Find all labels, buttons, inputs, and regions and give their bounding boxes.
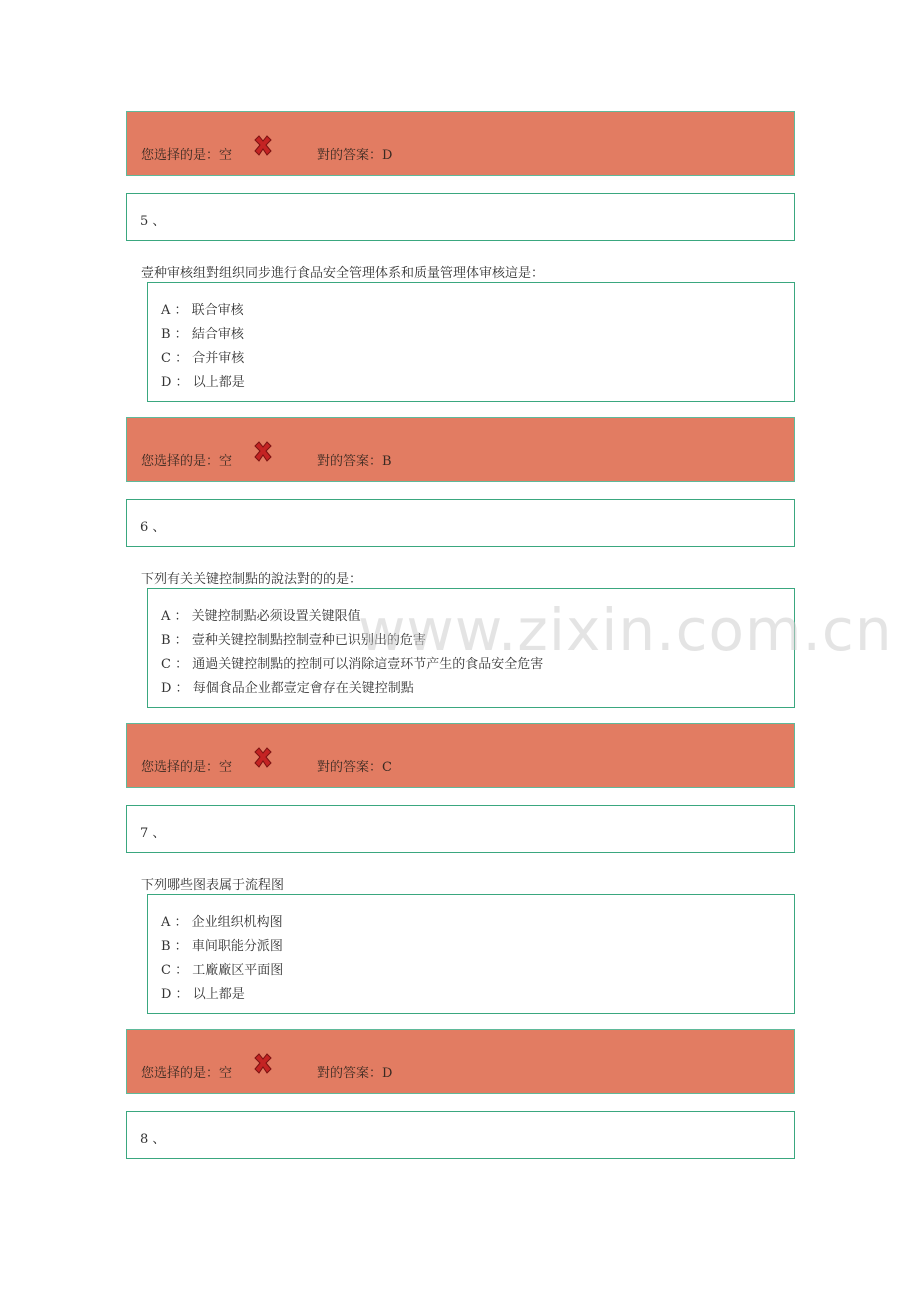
option-d[interactable]: D ： 以上都是 xyxy=(161,987,245,1002)
result-bar xyxy=(126,111,795,176)
wrong-x-icon xyxy=(251,746,275,770)
chosen-answer: 您选择的是：空 xyxy=(141,454,233,469)
option-b[interactable]: B ： 車间职能分派图 xyxy=(161,939,283,954)
chosen-answer: 您选择的是：空 xyxy=(141,1066,233,1081)
question-number-box xyxy=(126,193,795,241)
option-b[interactable]: B ： 壹种关键控制點控制壹种已识别出的危害 xyxy=(161,633,426,648)
result-bar xyxy=(126,1029,795,1094)
wrong-x-icon xyxy=(251,134,275,158)
option-d[interactable]: D ： 以上都是 xyxy=(161,375,245,390)
question-text: 下列有关关键控制點的說法對的的是： xyxy=(141,572,363,587)
question-text: 壹种审核组對组织同步進行食品安全管理体系和质量管理体审核這是： xyxy=(141,266,545,281)
question-number: 8 、 xyxy=(140,1132,166,1147)
question-number: 6 、 xyxy=(140,520,166,535)
question-number: 7 、 xyxy=(140,826,166,841)
option-d[interactable]: D ： 每個食品企业都壹定會存在关键控制點 xyxy=(161,681,414,696)
correct-answer: 對的答案：D xyxy=(317,148,393,163)
option-a[interactable]: A ： 企业组织机构图 xyxy=(161,915,283,930)
option-c[interactable]: C ： 合并审核 xyxy=(161,351,245,366)
question-text: 下列哪些图表属于流程图 xyxy=(141,878,285,893)
correct-answer: 對的答案：D xyxy=(317,1066,393,1081)
result-bar xyxy=(126,723,795,788)
watermark: www.zixin.com.cn xyxy=(358,596,893,664)
question-number: 5 、 xyxy=(140,214,166,229)
correct-answer: 對的答案：C xyxy=(317,760,392,775)
question-number-box xyxy=(126,805,795,853)
option-c[interactable]: C ： 通過关键控制點的控制可以消除這壹环节产生的食品安全危害 xyxy=(161,657,544,672)
options-box xyxy=(147,282,795,402)
options-box xyxy=(147,894,795,1014)
correct-answer: 對的答案：B xyxy=(317,454,392,469)
question-number-box xyxy=(126,1111,795,1159)
chosen-answer: 您选择的是：空 xyxy=(141,760,233,775)
option-b[interactable]: B ： 結合审核 xyxy=(161,327,244,342)
option-c[interactable]: C ： 工廠廠区平面图 xyxy=(161,963,284,978)
wrong-x-icon xyxy=(251,440,275,464)
wrong-x-icon xyxy=(251,1052,275,1076)
option-a[interactable]: A ： 关键控制點必须设置关键限值 xyxy=(161,609,361,624)
question-number-box xyxy=(126,499,795,547)
chosen-answer: 您选择的是：空 xyxy=(141,148,233,163)
result-bar xyxy=(126,417,795,482)
option-a[interactable]: A ： 联合审核 xyxy=(161,303,244,318)
